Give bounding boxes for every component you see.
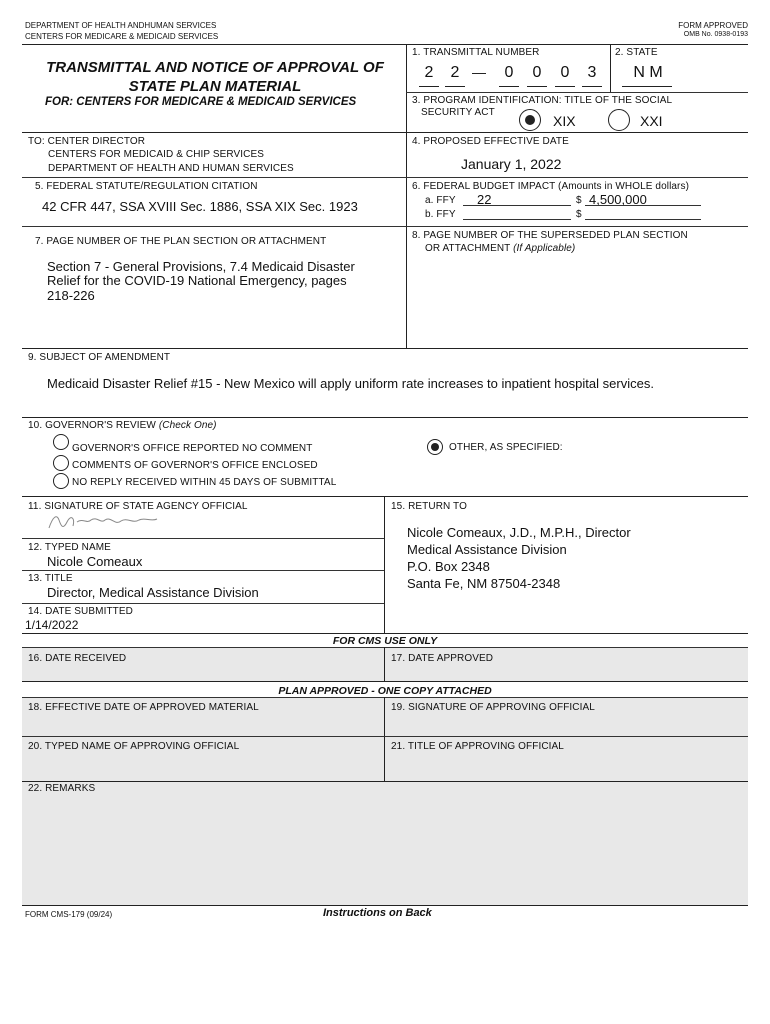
field1-label: 1. TRANSMITTAL NUMBER	[412, 47, 540, 58]
field22-label: 22. REMARKS	[28, 783, 96, 794]
return-to-line1[interactable]: Nicole Comeaux, J.D., M.P.H., Director	[407, 525, 631, 540]
transmittal-digit: 0	[504, 64, 514, 81]
field7-label: 7. PAGE NUMBER OF THE PLAN SECTION OR ATTACHMENT	[35, 236, 327, 247]
radio-xix[interactable]	[519, 109, 541, 131]
return-to-line3[interactable]: P.O. Box 2348	[407, 559, 490, 574]
return-to-line2[interactable]: Medical Assistance Division	[407, 542, 567, 557]
instructions-on-back: Instructions on Back	[323, 907, 432, 919]
field4-label: 4. PROPOSED EFFECTIVE DATE	[412, 136, 569, 147]
field3-label-line2: SECURITY ACT	[421, 107, 495, 118]
transmittal-digit: 3	[587, 64, 597, 81]
radio-comments-enclosed[interactable]	[53, 455, 69, 471]
transmittal-digit: 2	[424, 64, 434, 81]
subject-field[interactable]: Medicaid Disaster Relief #15 - New Mexico will apply uniform rate increases to inpatient hospital services.	[47, 376, 654, 391]
plan-section-line2[interactable]: Relief for the COVID-19 National Emergency, pages	[47, 273, 347, 288]
field8-label-line2: OR ATTACHMENT (If Applicable)	[425, 243, 576, 254]
field12-label: 12. TYPED NAME	[28, 542, 111, 553]
plan-section-line3[interactable]: 218-226	[47, 288, 95, 303]
option-xxi-label: XXI	[640, 113, 663, 129]
field5-label: 5. FEDERAL STATUTE/REGULATION CITATION	[35, 181, 258, 192]
typed-name-field[interactable]: Nicole Comeaux	[47, 554, 143, 569]
ffy-a-label: a. FFY	[425, 195, 456, 206]
field15-label: 15. RETURN TO	[391, 501, 467, 512]
radio-no-comment[interactable]	[53, 434, 69, 450]
field3-label: 3. PROGRAM IDENTIFICATION: TITLE OF THE SOCIAL	[412, 95, 673, 106]
title-field[interactable]: Director, Medical Assistance Division	[47, 585, 259, 600]
form-title-line2: STATE PLAN MATERIAL	[128, 78, 302, 95]
form-title-line1: TRANSMITTAL AND NOTICE OF APPROVAL OF	[46, 59, 384, 76]
radio-no-reply[interactable]	[53, 473, 69, 489]
field16-label: 16. DATE RECEIVED	[28, 653, 127, 664]
radio-xxi[interactable]	[608, 109, 630, 131]
option-xix-label: XIX	[553, 113, 576, 129]
form-number: FORM CMS-179 (09/24)	[25, 910, 113, 919]
plan-section-line1[interactable]: Section 7 - General Provisions, 7.4 Medicaid Disaster	[47, 259, 355, 274]
form-approved: FORM APPROVED	[678, 21, 748, 30]
field21-label: 21. TITLE OF APPROVING OFFICIAL	[391, 741, 564, 752]
department-line: DEPARTMENT OF HEALTH ANDHUMAN SERVICES	[25, 21, 217, 30]
state-field[interactable]: N M	[633, 64, 663, 81]
ffy-a-year[interactable]: 22	[477, 192, 492, 207]
return-to-line4[interactable]: Santa Fe, NM 87504-2348	[407, 576, 561, 591]
field6-label: 6. FEDERAL BUDGET IMPACT (Amounts in WHOLE dollars)	[412, 181, 690, 192]
ffy-a-amount[interactable]: 4,500,000	[589, 192, 647, 207]
field20-label: 20. TYPED NAME OF APPROVING OFFICIAL	[28, 741, 240, 752]
option-no-reply: NO REPLY RECEIVED WITHIN 45 DAYS OF SUBMITTAL	[72, 477, 337, 488]
omb-number: OMB No. 0938-0193	[683, 31, 748, 38]
field2-label: 2. STATE	[615, 47, 658, 58]
citation-field[interactable]: 42 CFR 447, SSA XVIII Sec. 1886, SSA XIX Sec. 1923	[42, 199, 358, 214]
field8-label: 8. PAGE NUMBER OF THE SUPERSEDED PLAN SECTION	[412, 230, 688, 241]
signature-image[interactable]	[45, 510, 165, 534]
date-submitted-field[interactable]: 1/14/2022	[25, 618, 79, 632]
cms-only-header: FOR CMS USE ONLY	[332, 635, 438, 647]
field11-label: 11. SIGNATURE OF STATE AGENCY OFFICIAL	[28, 501, 248, 512]
radio-other[interactable]	[427, 439, 443, 455]
field10-label: 10. GOVERNOR'S REVIEW (Check One)	[28, 420, 217, 431]
to-line3: DEPARTMENT OF HEALTH AND HUMAN SERVICES	[48, 163, 294, 174]
agency-line: CENTERS FOR MEDICARE & MEDICAID SERVICES	[25, 32, 219, 41]
ffy-b-label: b. FFY	[425, 209, 456, 220]
plan-approved-header: PLAN APPROVED - ONE COPY ATTACHED	[278, 685, 492, 697]
ffy-b-dollar: $	[576, 209, 582, 220]
transmittal-dash: —	[472, 64, 486, 80]
transmittal-digit: 0	[532, 64, 542, 81]
option-comments-enclosed: COMMENTS OF GOVERNOR'S OFFICE ENCLOSED	[72, 460, 318, 471]
ffy-a-dollar: $	[576, 195, 582, 206]
field19-label: 19. SIGNATURE OF APPROVING OFFICIAL	[391, 702, 595, 713]
option-no-comment: GOVERNOR'S OFFICE REPORTED NO COMMENT	[72, 443, 313, 454]
field13-label: 13. TITLE	[28, 573, 73, 584]
field9-label: 9. SUBJECT OF AMENDMENT	[28, 352, 171, 363]
for-cms-line: FOR: CENTERS FOR MEDICARE & MEDICAID SERVICES	[45, 96, 357, 108]
effective-date-field[interactable]: January 1, 2022	[461, 156, 562, 172]
field14-label: 14. DATE SUBMITTED	[28, 606, 133, 617]
field18-label: 18. EFFECTIVE DATE OF APPROVED MATERIAL	[28, 702, 259, 713]
transmittal-digit: 2	[450, 64, 460, 81]
option-other: OTHER, AS SPECIFIED:	[449, 442, 563, 453]
to-line2: CENTERS FOR MEDICAID & CHIP SERVICES	[48, 149, 265, 160]
to-line1: TO: CENTER DIRECTOR	[28, 136, 146, 147]
transmittal-digit: 0	[560, 64, 570, 81]
field17-label: 17. DATE APPROVED	[391, 653, 494, 664]
